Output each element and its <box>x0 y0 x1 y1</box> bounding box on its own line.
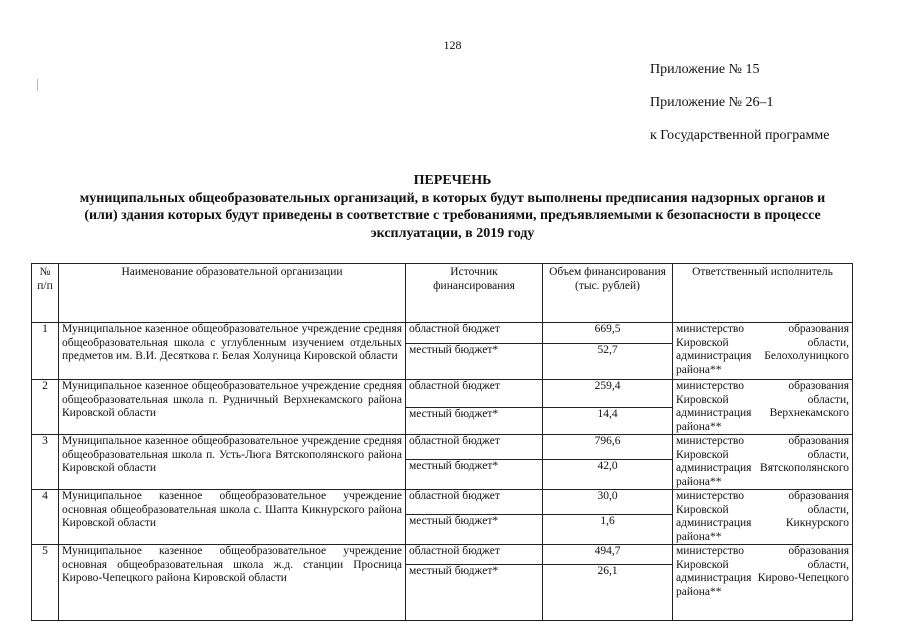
row-amount-local: 52,7 <box>543 344 673 380</box>
row-num: 4 <box>32 490 59 545</box>
table-row <box>32 490 853 515</box>
row-responsible: министерство образования Кировской области, администрация Белохолуницкого района** <box>673 323 853 380</box>
title-line-2: (или) здания которых будут приведены в соответствие с требованиями, предъявляемыми к безопасности в процессе <box>84 208 821 223</box>
row-amount-regional: 494,7 <box>543 545 673 565</box>
header-num: № п/п <box>32 264 59 323</box>
table-header-row <box>32 264 853 323</box>
row-name: Муниципальное казенное общеобразовательное учреждение средняя общеобразовательная школа п. Рудничный Верхнекамского района Кировской области <box>59 380 406 435</box>
table-row <box>32 435 853 460</box>
appendix-line-3: к Государственной программе <box>650 128 830 143</box>
table-row <box>32 323 853 344</box>
scan-mark <box>37 79 38 91</box>
row-source-local: местный бюджет* <box>406 515 543 545</box>
row-source-local: местный бюджет* <box>406 565 543 621</box>
header-responsible: Ответственный исполнитель <box>673 264 853 323</box>
row-num: 2 <box>32 380 59 435</box>
row-amount-regional: 669,5 <box>543 323 673 344</box>
row-source-regional: областной бюджет <box>406 380 543 408</box>
row-num: 1 <box>32 323 59 380</box>
header-amount: Объем финансирования (тыс. рублей) <box>543 264 673 323</box>
row-amount-local: 26,1 <box>543 565 673 621</box>
title-line-1: муниципальных общеобразовательных организаций, в которых будут выполнены предписания надзорных органов и <box>79 190 826 206</box>
row-responsible: министерство образования Кировской области, администрация Верхнекамского района** <box>673 380 853 435</box>
row-num: 5 <box>32 545 59 621</box>
row-responsible: министерство образования Кировской области, администрация Кирово-Чепецкого района** <box>673 545 853 621</box>
organizations-table <box>31 263 853 621</box>
row-amount-local: 14,4 <box>543 408 673 435</box>
header-source: Источник финансирования <box>406 264 543 323</box>
title-line-3: эксплуатации, в 2019 году <box>370 225 535 241</box>
page-number: 128 <box>443 38 462 52</box>
table-row <box>32 545 853 565</box>
row-source-regional: областной бюджет <box>406 323 543 344</box>
table-row <box>32 380 853 408</box>
row-source-local: местный бюджет* <box>406 460 543 490</box>
row-name: Муниципальное казенное общеобразовательное учреждение основная общеобразовательная школа с. Шапта Кикнурского района Кировской области <box>59 490 406 545</box>
row-amount-regional: 259,4 <box>543 380 673 408</box>
appendix-line-1: Приложение № 15 <box>650 62 760 77</box>
row-source-regional: областной бюджет <box>406 545 543 565</box>
row-source-regional: областной бюджет <box>406 490 543 515</box>
row-source-local: местный бюджет* <box>406 408 543 435</box>
row-amount-regional: 796,6 <box>543 435 673 460</box>
row-name: Муниципальное казенное общеобразовательное учреждение основная общеобразовательная школа ж.д. станции Просница Кирово-Чепецкого района Кировской области <box>59 545 406 621</box>
row-source-regional: областной бюджет <box>406 435 543 460</box>
document-title <box>10 172 895 242</box>
row-responsible: министерство образования Кировской области, администрация Кикнурского района** <box>673 490 853 545</box>
title-heading: ПЕРЕЧЕНЬ <box>413 173 492 188</box>
row-responsible: министерство образования Кировской области, администрация Вятскополянского района** <box>673 435 853 490</box>
row-num: 3 <box>32 435 59 490</box>
appendix-line-2: Приложение № 26–1 <box>650 95 774 110</box>
row-name: Муниципальное казенное общеобразовательное учреждение средняя общеобразовательная школа п. Усть-Люга Вятскополянского района Кировской области <box>59 435 406 490</box>
row-amount-local: 1,6 <box>543 515 673 545</box>
row-amount-local: 42,0 <box>543 460 673 490</box>
row-name: Муниципальное казенное общеобразовательное учреждение средняя общеобразовательная школа с углубленным изучением отдельных предметов им. В.И. Десяткова г. Белая Холуница Кировской области <box>59 323 406 380</box>
row-amount-regional: 30,0 <box>543 490 673 515</box>
row-source-local: местный бюджет* <box>406 344 543 380</box>
header-name: Наименование образовательной организации <box>59 264 406 323</box>
